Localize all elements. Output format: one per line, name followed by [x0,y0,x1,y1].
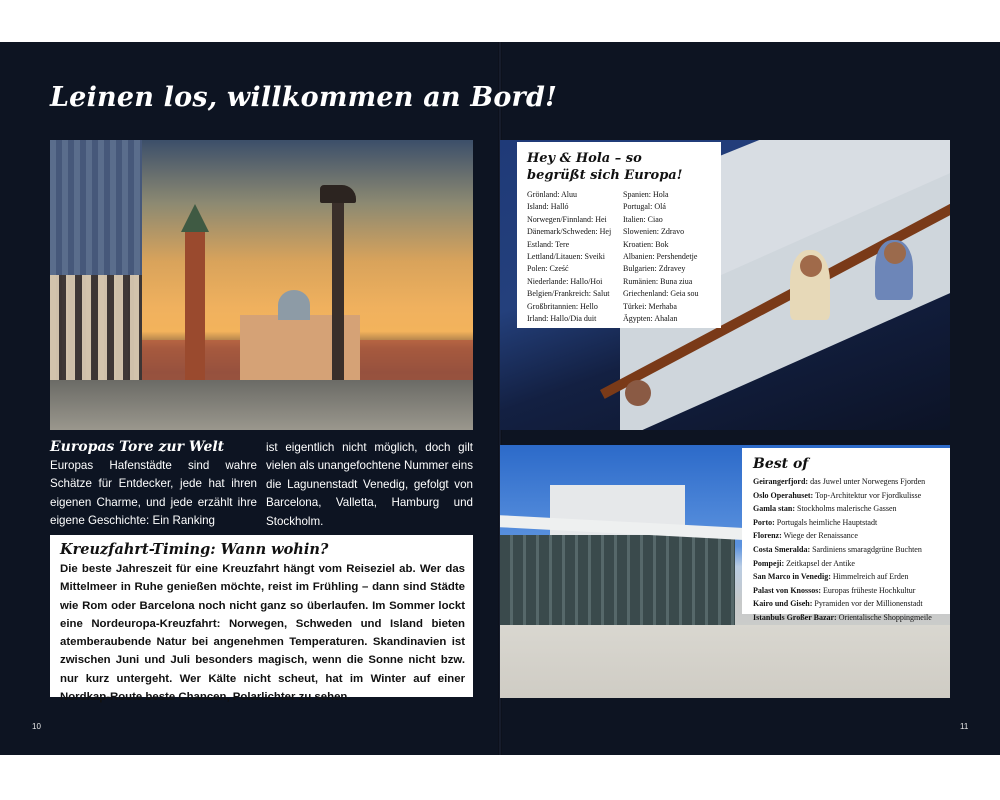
best-of-list [753,475,932,625]
destination-desc: Wiege der Renaissance [781,531,858,541]
greeting-item: Grönland: Aluu [527,190,577,199]
greeting-item: Kroatien: Bok [623,239,669,249]
venice-photo [50,140,473,430]
destination-desc: Portugals heimliche Hauptstadt [774,517,878,527]
greeting-item: Großbritannien: Hello [527,301,598,311]
greetings-title-line2: begrüßt sich Europa! [527,168,683,183]
opera-plaza [500,625,950,698]
greetings-title [527,150,717,184]
bell-tower [185,230,205,380]
list-item [753,543,932,557]
greetings-title-line1: Hey & Hola – so [527,151,642,166]
destination-desc: Top-Architektur vor Fjordkulisse [813,490,922,500]
list-item [753,489,932,503]
page-number-left: 10 [32,722,41,731]
greetings-left-column [527,189,611,325]
destination-desc: Sardiniens smaragdgrüne Buchten [810,544,922,554]
list-item [753,529,932,543]
greeting-item: Rumänien: Buna ziua [623,276,693,286]
greeting-item: Irland: Hallo/Dia duit [527,314,597,324]
greeting-item: Türkei: Merhaba [623,301,677,311]
article-column-1: Europas Hafenstädte sind wahre Schätze für Entdecker, jede hat ihren eigenen Charme, und jede erzählt ihre eigene Geschichte: Ein Ranking [50,459,257,528]
page-headline: Leinen los, willkommen an Bord! [50,82,558,113]
destination-name: Oslo Operahuset: [753,490,814,500]
lion-column [332,200,344,385]
greeting-item: Ägypten: Ahalan [623,314,678,324]
greeting-item: Albanien: Pershendetje [623,252,698,262]
greeting-item: Portugal: Olá [623,202,666,212]
destination-name: Gamla stan: [753,504,795,514]
greeting-item: Island: Halló [527,202,569,212]
greeting-item: Lettland/Litauen: Sveiki [527,252,605,262]
bell-tower-spire [181,204,209,232]
list-item [753,475,932,489]
list-item [753,570,932,584]
destination-name: Costa Smeralda: [753,544,811,554]
greeting-item: Niederlande: Hallo/Hoi [527,276,603,286]
woman-head [884,242,906,264]
timing-title: Kreuzfahrt-Timing: Wann wohin? [60,541,329,558]
destination-name: Kairo und Giseh: [753,599,813,609]
child [625,380,651,406]
glass-facade [500,535,735,625]
greetings-box [517,142,721,328]
greeting-item: Griechenland: Geia sou [623,289,699,299]
destination-desc: Zeitkapsel der Antike [784,558,855,568]
greeting-item: Dänemark/Schweden: Hej [527,227,612,237]
destination-desc: Europas früheste Hochkultur [821,585,916,595]
destination-desc: Pyramiden vor der Millionenstadt [812,599,923,609]
greeting-item: Slowenien: Zdravo [623,227,685,237]
best-of-box [742,448,950,622]
article-column-2: ist eigentlich nicht möglich, doch gilt vielen als unangefochtene Nummer eins die Lagunenstadt Venedig, gefolgt von Barcelona, Valletta, Hamburg und Stockholm. [266,441,473,528]
greeting-item: Spanien: Hola [623,190,669,199]
destination-desc: Himmelreich auf Erden [830,572,909,582]
greeting-item: Bulgarien: Zdravey [623,264,686,274]
cruise-timing-box [50,535,473,704]
lion-statue [320,185,356,203]
list-item [753,611,932,625]
destination-desc: Orientalische Shoppingmeile [836,612,932,622]
best-of-title: Best of [753,456,809,472]
man-head [800,255,822,277]
church-dome [278,290,310,320]
list-item [753,502,932,516]
list-item [753,584,932,598]
destination-name: Pompeji: [753,558,785,568]
list-item [753,597,932,611]
destination-name: San Marco in Venedig: [753,572,831,582]
greetings-right-column [623,189,699,325]
destination-name: Palast von Knossos: [753,585,822,595]
destination-desc: das Juwel unter Norwegens Fjorden [808,477,926,486]
timing-text: Die beste Jahreszeit für eine Kreuzfahrt hängt vom Reiseziel ab. Wer das Mittelmeer in Ruhe genießen möchte, reist im Frühling – dann sind Städte wie Rom oder Barcelona noch nicht ganz so überlaufen. Im Sommer lockt eine Nordeuropa-Kreuzfahrt: Norwegen, Schweden und Island bieten atemberaubende Natur bei angenehmen Temperaturen. Skandinavien ist zwischen Juni und Juli besonders magisch, wenn die Sonne nicht bzw. nur kurz untergeht. Wer Kälte nicht scheut, hat im Winter auf einer Nordkap-Route beste Chancen, Polarlichter zu sehen. [60,563,465,704]
greeting-item: Norwegen/Finnland: Hei [527,214,607,224]
list-item [753,557,932,571]
greeting-item: Italien: Ciao [623,214,663,224]
destination-name: Istanbuls Großer Bazar: [753,612,837,622]
destination-name: Florenz: [753,531,782,541]
article-title: Europas Tore zur Welt [50,439,225,455]
greeting-item: Estland: Tere [527,239,570,249]
piazzetta [50,380,473,430]
destination-name: Porto: [753,517,775,527]
destination-desc: Stockholms malerische Gassen [795,504,897,514]
destination-name: Geirangerfjord: [753,477,809,486]
greeting-item: Belgien/Frankreich: Salut [527,289,610,299]
page-number-right: 11 [960,722,969,731]
greeting-item: Polen: Cześć [527,264,569,274]
list-item [753,516,932,530]
